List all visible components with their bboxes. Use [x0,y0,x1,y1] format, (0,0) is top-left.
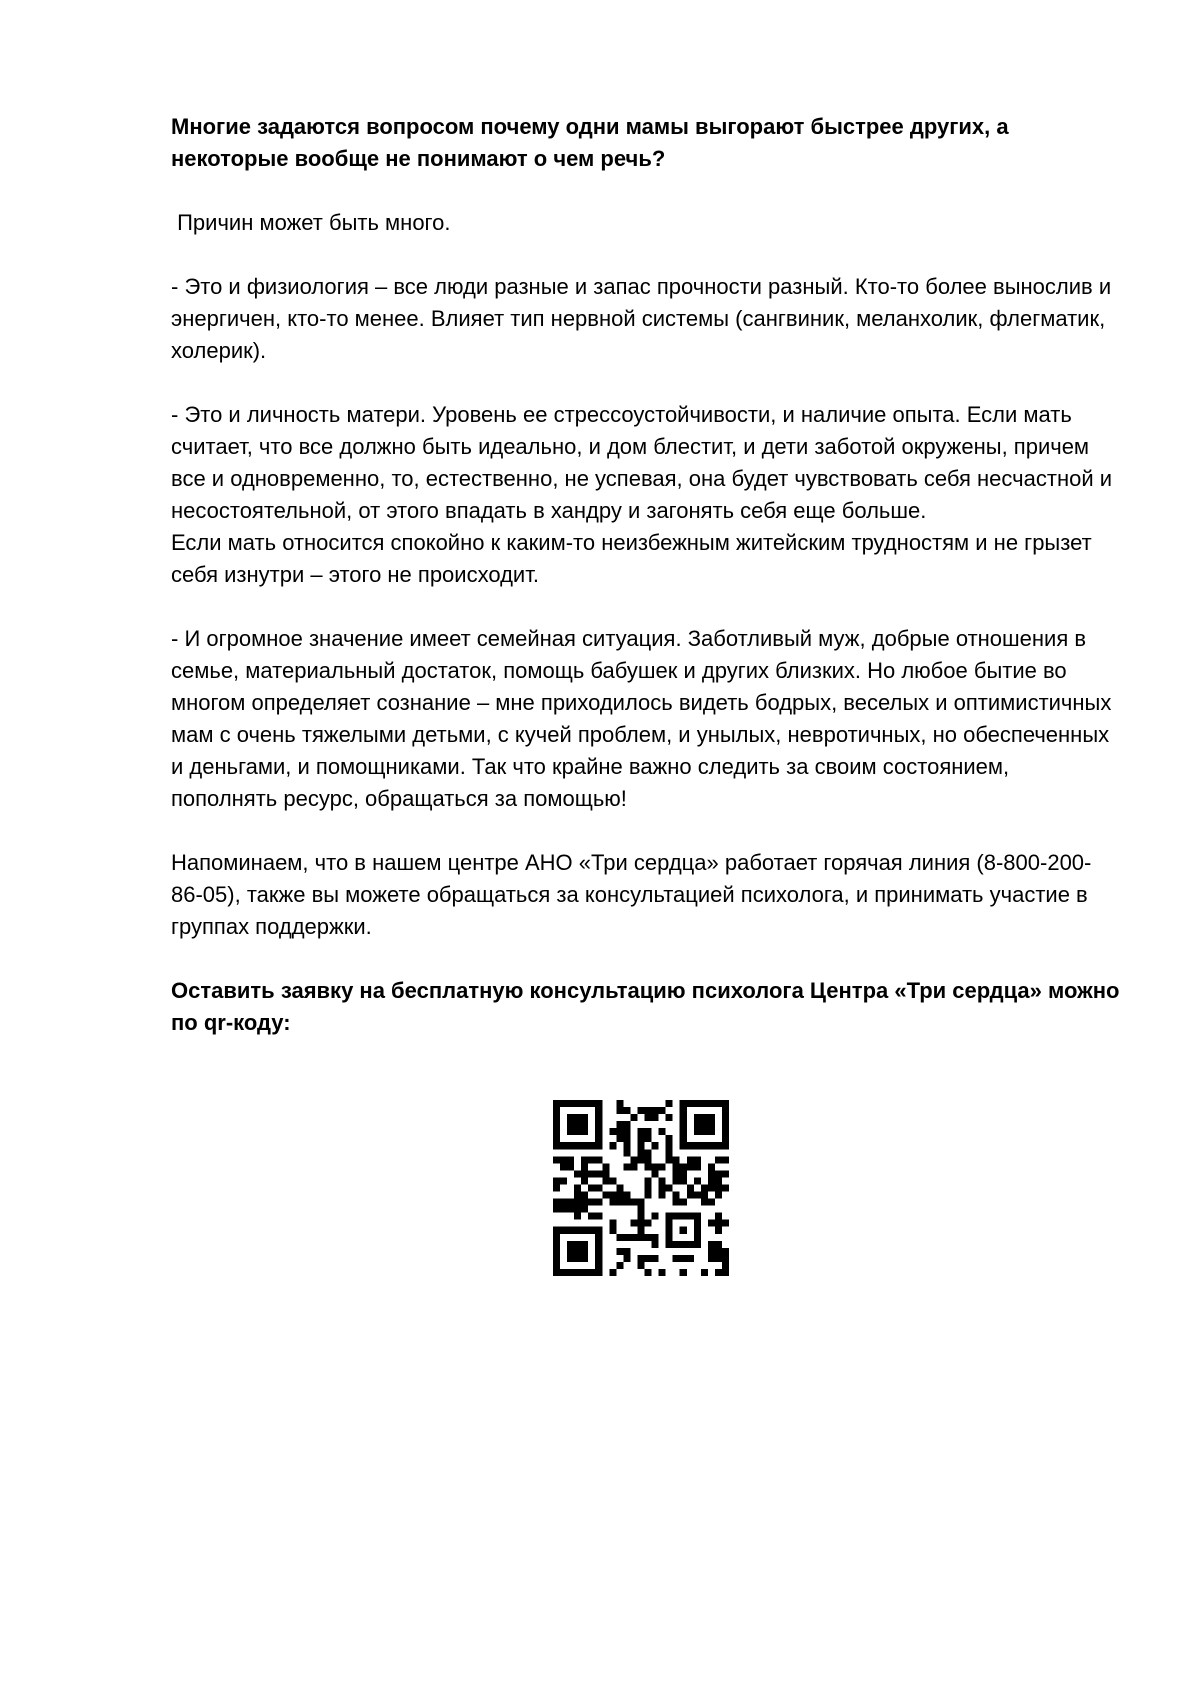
qr-module [680,1177,687,1184]
qr-module [722,1184,729,1191]
qr-module [687,1192,694,1199]
paragraph-physiology: - Это и физиология – все люди разные и запас прочности разный. Кто-то более вынослив и энергичен, кто-то менее. Влияет тип нервной системы (сангвиник, меланхолик, флегматик, холерик). [171,274,1112,363]
qr-module [722,1255,729,1262]
qr-module [694,1177,701,1184]
qr-module [623,1135,630,1142]
qr-module [652,1234,659,1241]
qr-module [715,1213,722,1220]
qr-module [694,1156,701,1163]
qr-module [595,1156,602,1163]
qr-module [581,1163,588,1170]
qr-module [645,1220,652,1227]
qr-module [645,1177,652,1184]
qr-module [574,1184,581,1191]
qr-module [630,1114,637,1121]
qr-module [637,1213,644,1220]
qr-module [680,1199,687,1206]
qr-module [652,1163,659,1170]
qr-module [715,1177,722,1184]
paragraph-gap [171,367,1121,399]
qr-module [659,1269,666,1276]
qr-module [553,1206,560,1213]
qr-module [708,1248,715,1255]
qr-module [680,1163,687,1170]
qr-module [680,1170,687,1177]
qr-module [637,1149,644,1156]
qr-module [609,1227,616,1234]
qr-module [623,1121,630,1128]
qr-module [560,1206,567,1213]
qr-module [666,1100,673,1107]
qr-module [581,1192,588,1199]
qr-module [645,1269,652,1276]
qr-module [666,1135,673,1142]
qr-module [673,1170,680,1177]
qr-module [623,1163,630,1170]
qr-module [560,1163,567,1170]
paragraph-reminder: Напоминаем, что в нашем центре АНО «Три сердца» работает горячая линия (8-800-200-86-05), также вы можете обращаться за консультацией психолога, и принимать участие в группах поддержки. [171,850,1092,939]
qr-module [595,1184,602,1191]
qr-module [595,1199,602,1206]
qr-module [616,1192,623,1199]
qr-module [553,1199,560,1206]
qr-module [652,1241,659,1248]
qr-module [708,1220,715,1227]
qr-module [666,1142,673,1149]
qr-module [637,1107,644,1114]
qr-module [609,1220,616,1227]
qr-module [602,1177,609,1184]
qr-module [630,1199,637,1206]
document-body [171,111,1121,1039]
qr-module [708,1199,715,1206]
qr-module [645,1255,652,1262]
qr-module [588,1213,595,1220]
qr-module [722,1170,729,1177]
qr-module [701,1192,708,1199]
qr-module [574,1199,581,1206]
qr-module [609,1142,616,1149]
qr-module [645,1184,652,1191]
qr-module [645,1149,652,1156]
qr-module [659,1107,666,1114]
qr-module [637,1234,644,1241]
qr-module [637,1227,644,1234]
qr-module [588,1199,595,1206]
qr-module [616,1121,623,1128]
qr-module [687,1156,694,1163]
qr-module [666,1149,673,1156]
qr-module [630,1234,637,1241]
qr-module [574,1213,581,1220]
paragraph-gap [171,591,1121,623]
qr-module [595,1213,602,1220]
qr-module [673,1255,680,1262]
intro-paragraph: Причин может быть много. [171,210,451,235]
qr-module [553,1177,560,1184]
qr-module [616,1248,623,1255]
qr-module [616,1100,623,1107]
qr-module [574,1170,581,1177]
qr-module [673,1192,680,1199]
qr-module [645,1156,652,1163]
qr-module [637,1142,644,1149]
qr-module [637,1128,644,1135]
qr-module [616,1262,623,1269]
qr-module [715,1248,722,1255]
qr-module [666,1184,673,1191]
qr-module [715,1227,722,1234]
qr-module [701,1199,708,1206]
qr-module [659,1128,666,1135]
qr-module [609,1192,616,1199]
qr-module [687,1184,694,1191]
qr-module [722,1156,729,1163]
qr-module [616,1234,623,1241]
qr-module [715,1170,722,1177]
qr-module [673,1156,680,1163]
paragraph-personality-continued: Если мать относится спокойно к каким-то неизбежным житейским трудностям и не грызет себя изнутри – этого не происходит. [171,530,1092,587]
qr-module [708,1170,715,1177]
qr-module [659,1192,666,1199]
qr-module [722,1248,729,1255]
qr-module [637,1156,644,1163]
qr-module [708,1184,715,1191]
qr-module [659,1163,666,1170]
qr-module [637,1262,644,1269]
qr-module [673,1199,680,1206]
qr-module [630,1156,637,1163]
qr-module [687,1255,694,1262]
qr-module [652,1255,659,1262]
paragraph-gap [171,239,1121,271]
qr-module [715,1192,722,1199]
qr-module [553,1156,560,1163]
qr-module [602,1170,609,1177]
qr-module [581,1199,588,1206]
qr-module [630,1163,637,1170]
qr-module [602,1192,609,1199]
qr-module [637,1220,644,1227]
qr-module [623,1255,630,1262]
qr-module [574,1206,581,1213]
qr-module [694,1192,701,1199]
qr-module [645,1128,652,1135]
qr-module [623,1248,630,1255]
qr-module [623,1149,630,1156]
qr-module [687,1163,694,1170]
qr-module [701,1269,708,1276]
qr-module [708,1177,715,1184]
qr-module [616,1199,623,1206]
qr-module [567,1156,574,1163]
qr-module [722,1262,729,1269]
heading-question: Многие задаются вопросом почему одни мамы выгорают быстрее других, а некоторые вообще не понимают о чем речь? [171,114,1009,171]
qr-module [722,1269,729,1276]
qr-module [708,1241,715,1248]
paragraph-family: - И огромное значение имеет семейная ситуация. Заботливый муж, добрые отношения в семье, материальный достаток, помощь бабушек и других близких. Но любое бытие во многом определяет сознание – мне приходилось видеть бодрых, веселых и оптимистичных мам с очень тяжелыми детьми, с кучей проблем, и унылых, невротичных, но обеспеченных и деньгами, и помощниками. Так что крайне важно следить за своим состоянием, пополнять ресурс, обращаться за помощью! [171,626,1112,811]
qr-module [645,1192,652,1199]
qr-module [623,1234,630,1241]
qr-module [637,1135,644,1142]
paragraph-gap [171,175,1121,207]
qr-module [652,1107,659,1114]
qr-module [680,1255,687,1262]
qr-module [715,1255,722,1262]
qr-module [567,1206,574,1213]
qr-module [574,1192,581,1199]
qr-module [659,1177,666,1184]
qr-module [616,1107,623,1114]
qr-module [560,1156,567,1163]
qr-module [708,1163,715,1170]
qr-module [623,1142,630,1149]
qr-module [588,1170,595,1177]
paragraph-gap [171,815,1121,847]
paragraph-personality: - Это и личность матери. Уровень ее стрессоустойчивости, и наличие опыта. Если мать считает, что все должно быть идеально, и дом блестит, и дети заботой окружены, причем все и одновременно, то, естественно, не успевая, она будет чувствовать себя несчастной и несостоятельной, от этого впадать в хандру и загонять себя еще больше. [171,402,1113,523]
qr-module [708,1255,715,1262]
qr-module [630,1220,637,1227]
qr-module [645,1163,652,1170]
qr-module [659,1184,666,1191]
qr-module [715,1241,722,1248]
qr-module [560,1177,567,1184]
qr-module [581,1170,588,1177]
qr-module [616,1135,623,1142]
qr-module [560,1199,567,1206]
qr-module [588,1156,595,1163]
qr-module [581,1206,588,1213]
qr-module [567,1163,574,1170]
qr-module [623,1128,630,1135]
qr-module [645,1114,652,1121]
qr-module [701,1184,708,1191]
qr-module [652,1114,659,1121]
qr-module [722,1220,729,1227]
qr-module [715,1269,722,1276]
qr-module [666,1156,673,1163]
qr-module [673,1177,680,1184]
qr-module [637,1255,644,1262]
qr-module [609,1177,616,1184]
qr-module [715,1156,722,1163]
qr-module [609,1269,616,1276]
qr-module [715,1184,722,1191]
qr-module [609,1199,616,1206]
qr-module [567,1199,574,1206]
qr-module [652,1213,659,1220]
qr-module [645,1135,652,1142]
qr-module [673,1163,680,1170]
qr-module [652,1142,659,1149]
qr-module [645,1107,652,1114]
qr-module [581,1156,588,1163]
qr-module [694,1163,701,1170]
qr-module [623,1192,630,1199]
qr-module [637,1206,644,1213]
qr-module [637,1199,644,1206]
qr-module [616,1184,623,1191]
qr-module [666,1114,673,1121]
qr-module [680,1269,687,1276]
qr-module [652,1170,659,1177]
qr-module [595,1170,602,1177]
paragraph-gap [171,943,1121,975]
qr-module [581,1177,588,1184]
qr-module [609,1128,616,1135]
qr-module [623,1199,630,1206]
qr-module [715,1220,722,1227]
qr-module [645,1234,652,1241]
call-to-action: Оставить заявку на бесплатную консультацию психолога Центра «Три сердца» можно по qr-коду: [171,978,1120,1035]
qr-module [623,1107,630,1114]
qr-module [616,1128,623,1135]
qr-module [553,1184,560,1191]
qr-module [588,1184,595,1191]
qr-module [602,1163,609,1170]
qr-code-icon [553,1100,729,1276]
